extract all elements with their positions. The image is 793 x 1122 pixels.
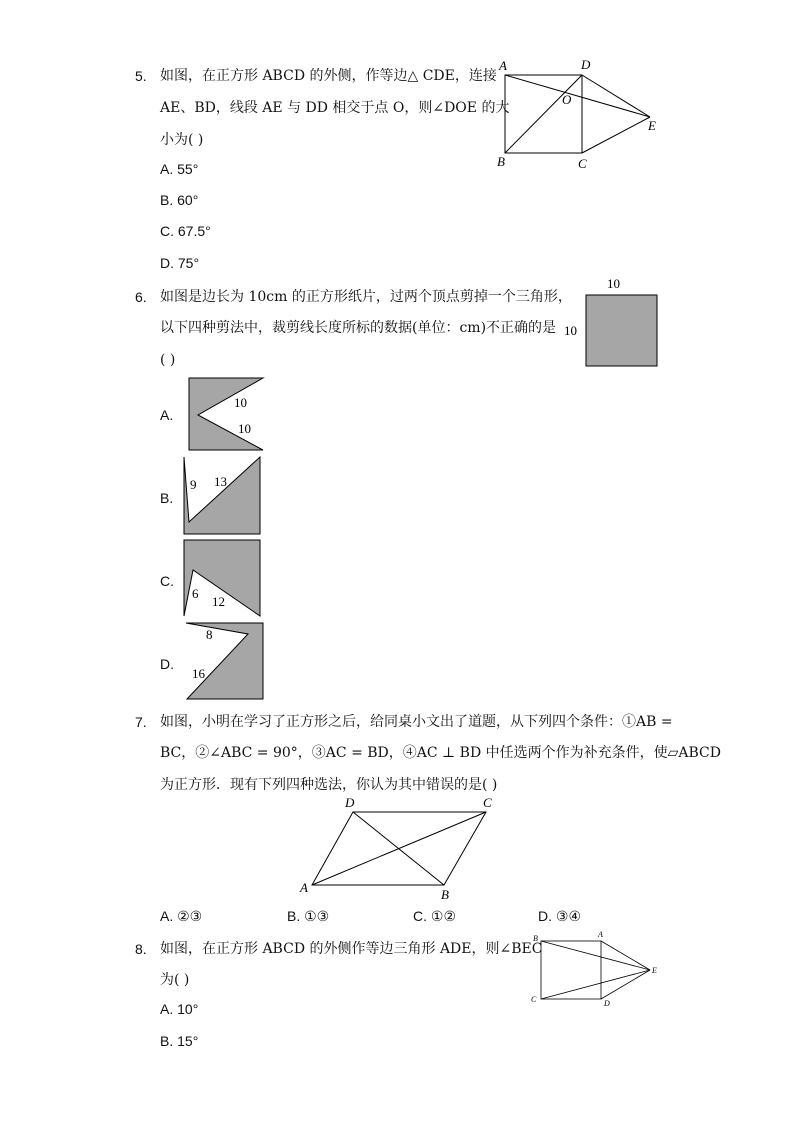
option-c-figure[interactable] — [183, 539, 263, 619]
label-d: D — [345, 795, 355, 810]
question-text-line: AE、BD，线段 AE 与 DD 相交于点 O，则∠DOE 的大 — [160, 100, 510, 116]
option-c[interactable]: C. 67.5° — [160, 223, 211, 239]
cut-length-2: 13 — [214, 474, 227, 489]
question-number: 7. — [135, 714, 147, 730]
option-d[interactable]: D. ③④ — [538, 908, 581, 924]
question-text-line: 为( ) — [160, 972, 190, 988]
cut-length-1: 6 — [192, 586, 199, 601]
segment-de — [582, 75, 650, 117]
segment-bd — [505, 75, 582, 153]
question-text-line: 如图，在正方形 ABCD 的外侧作等边三角形 ADE，则∠BEC — [160, 941, 543, 957]
option-d[interactable]: D. — [160, 656, 174, 672]
segment-ce — [582, 117, 650, 153]
label-d: D — [581, 57, 591, 72]
cut-length-2: 10 — [238, 421, 251, 436]
question-text-line: 如图，小明在学习了正方形之后，给同桌小文出了道题，从下列四个条件：①AB = — [160, 714, 673, 730]
label-d: D — [604, 999, 610, 1008]
option-b[interactable]: B. 15° — [160, 1033, 199, 1049]
cut-length-1: 8 — [206, 627, 213, 642]
option-b[interactable]: B. — [160, 490, 174, 506]
q7-figure — [296, 794, 506, 904]
label-e: E — [648, 118, 656, 133]
question-number: 8. — [135, 941, 147, 957]
question-number: 6. — [135, 289, 147, 305]
label-e: E — [652, 966, 657, 975]
q5-figure — [490, 55, 670, 175]
square-top-label: 10 — [607, 276, 620, 291]
paper-square — [586, 295, 657, 366]
square-abcd — [541, 941, 601, 999]
option-d-figure[interactable] — [185, 622, 267, 702]
label-c: C — [578, 156, 587, 171]
label-c: C — [483, 795, 492, 810]
question-text-line: 为正方形．现有下列四种选法，你认为其中错误的是( ) — [160, 777, 498, 793]
question-text-line: 小为( ) — [160, 132, 204, 148]
option-b[interactable]: B. 60° — [160, 192, 199, 208]
label-a: A — [598, 930, 603, 939]
cut-length-2: 12 — [212, 594, 225, 609]
square-left-label: 10 — [564, 323, 577, 338]
question-text-line: 如图是边长为 10cm 的正方形纸片，过两个顶点剪掉一个三角形， — [160, 289, 572, 305]
label-c: C — [531, 995, 537, 1004]
label-b: B — [441, 887, 449, 902]
option-c[interactable]: C. ①② — [413, 908, 456, 924]
option-a[interactable]: A. — [160, 407, 174, 423]
question-text-line: 如图，在正方形 ABCD 的外侧，作等边△ CDE，连接 — [160, 68, 497, 84]
cut-length-2: 16 — [192, 666, 205, 681]
option-b-figure[interactable] — [183, 456, 263, 536]
cut-length-1: 9 — [190, 477, 197, 492]
diagonal-bd — [353, 812, 444, 885]
label-a: A — [300, 880, 308, 895]
option-c[interactable]: C. — [160, 573, 174, 589]
question-text-line: ( ) — [160, 352, 176, 368]
option-a[interactable]: A. ②③ — [160, 908, 203, 924]
question-text-line: BC，②∠ABC = 90°，③AC = BD，④AC ⊥ BD 中任选两个作为补充条件，使▱ABCD — [160, 745, 721, 761]
label-b: B — [533, 934, 538, 943]
option-a[interactable]: A. 10° — [160, 1001, 199, 1017]
segment-ce — [541, 970, 650, 999]
label-a: A — [499, 58, 507, 73]
option-a[interactable]: A. 55° — [160, 161, 199, 177]
segment-de — [601, 970, 650, 999]
option-d[interactable]: D. 75° — [160, 255, 200, 271]
segment-be — [541, 941, 650, 970]
label-o: O — [562, 92, 572, 107]
cut-length-1: 10 — [234, 395, 247, 410]
option-a-figure[interactable] — [188, 377, 268, 452]
q6-square-figure — [560, 272, 670, 372]
label-b: B — [497, 154, 505, 169]
option-b[interactable]: B. ①③ — [287, 908, 330, 924]
segment-ae — [505, 75, 650, 117]
q8-figure — [526, 928, 666, 1010]
segment-ae — [601, 941, 650, 970]
question-text-line: 以下四种剪法中，裁剪线长度所标的数据(单位：cm)不正确的是 — [160, 320, 557, 336]
question-number: 5. — [135, 68, 147, 84]
